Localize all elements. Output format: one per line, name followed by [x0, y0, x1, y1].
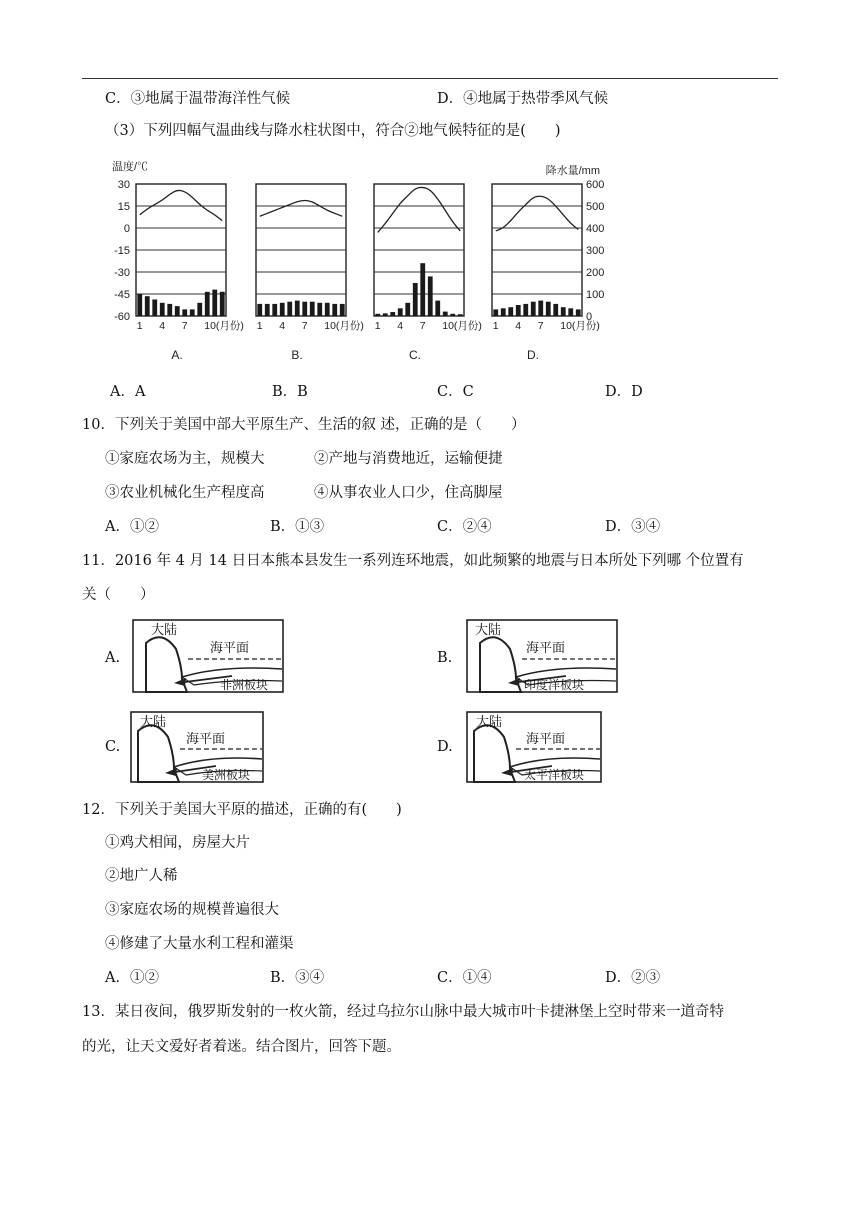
q12-statement-3: ③家庭农场的规模普遍很大 — [105, 902, 279, 918]
month-tick-label: 10(月份) — [560, 320, 600, 332]
precip-bar — [523, 304, 528, 316]
question-10-stem: 10．下列关于美国中部大平原生产、生活的叙 述，正确的是（ ） — [82, 417, 526, 433]
month-tick-label: 7 — [419, 320, 426, 332]
q12-statement-1: ①鸡犬相闻，房屋大片 — [105, 835, 250, 851]
precip-bar — [493, 309, 498, 316]
month-tick-label: 4 — [397, 320, 404, 332]
temp-tick-label: -45 — [114, 289, 130, 301]
q10-answer-a: A．①② — [105, 519, 159, 535]
precip-bar — [190, 309, 195, 316]
precip-tick-label: 400 — [586, 223, 605, 235]
temperature-curve — [260, 201, 343, 217]
precip-bar — [553, 304, 558, 316]
precip-bar — [420, 263, 425, 316]
precip-bar — [152, 300, 157, 317]
question-13-line1: 13．某日夜间，俄罗斯发射的一枚火箭，经过乌拉尔山脉中最大城市叶卡捷淋堡上空时带来一道奇特 — [82, 1004, 724, 1020]
chart-panel-label: B. — [291, 348, 303, 362]
chart-panel-label: A. — [171, 348, 183, 362]
precip-bar — [568, 308, 573, 316]
plate-a-name: 非洲板块 — [220, 678, 269, 692]
precip-bar — [413, 283, 418, 316]
precip-bar — [375, 314, 380, 316]
q10-statement-4: ④从事农业人口少，住高脚屋 — [314, 485, 503, 501]
month-tick-label: 1 — [374, 320, 381, 332]
precip-bar — [145, 296, 150, 316]
chart-panel-label: C. — [409, 348, 421, 362]
temperature-curve — [496, 196, 579, 231]
precip-bar — [576, 309, 581, 316]
precip-bar — [458, 314, 463, 316]
precip-bar — [295, 301, 300, 316]
precip-bar — [317, 303, 322, 316]
month-tick-label: 10(月份) — [442, 320, 482, 332]
precip-bar — [302, 302, 307, 316]
top-rule — [82, 78, 778, 79]
precip-bar — [220, 292, 225, 316]
q12-answer-a: A．①② — [105, 970, 159, 986]
q10-statement-1: ①家庭农场为主，规模大 — [105, 451, 265, 467]
precip-bar — [265, 304, 270, 316]
month-tick-label: 7 — [537, 320, 544, 332]
q3-answer-d: D．D — [605, 384, 643, 400]
temperature-axis-title: 温度/℃ — [112, 161, 149, 173]
question-3-stem: （3）下列四幅气温曲线与降水柱状图中，符合②地气候特征的是( ) — [105, 123, 561, 139]
q12-statement-4: ④修建了大量水利工程和灌渠 — [105, 936, 294, 952]
q11-option-d-letter: D. — [437, 739, 453, 755]
precip-bar — [561, 307, 566, 316]
question-11-stem-line1: 11．2016 年 4 月 14 日日本熊本县发生一系列连环地震，如此频繁的地震与日本所处下列哪 个位置有 — [82, 553, 744, 569]
precip-bar — [205, 292, 210, 316]
plate-a-continent: 大陆 — [151, 622, 178, 637]
question-13-line2: 的光，让天文爱好者着迷。结合图片，回答下题。 — [82, 1039, 401, 1055]
option-d-prev: D．④地属于热带季风气候 — [437, 91, 609, 107]
month-tick-label: 4 — [515, 320, 522, 332]
temp-tick-label: 0 — [123, 223, 130, 235]
temp-tick-label: 15 — [117, 201, 130, 213]
temp-tick-label: 30 — [117, 179, 130, 191]
plate-diagram-b — [466, 619, 618, 693]
plate-b-sea: 海平面 — [526, 640, 566, 655]
precip-bar — [390, 312, 395, 316]
q10-answer-c: C．②④ — [437, 519, 492, 535]
temperature-curve — [140, 190, 223, 220]
precip-bar — [501, 308, 506, 316]
q3-answer-b: B．B — [272, 384, 308, 400]
month-tick-label: 10(月份) — [324, 320, 364, 332]
precip-tick-label: 100 — [586, 289, 605, 301]
precip-bar — [160, 303, 165, 316]
q12-answer-d: D．②③ — [605, 970, 661, 986]
question-11-stem-line2: 关（ ） — [82, 587, 155, 603]
precip-bar — [450, 314, 455, 316]
month-tick-label: 1 — [492, 320, 499, 332]
precip-tick-label: 600 — [586, 179, 605, 191]
precip-bar — [332, 304, 337, 316]
plate-b-name: 印度洋板块 — [524, 678, 585, 692]
q11-option-a-letter: A. — [105, 650, 121, 666]
q10-answer-d: D．③④ — [605, 519, 661, 535]
precip-tick-label: 200 — [586, 267, 605, 279]
q12-answer-c: C．①④ — [437, 970, 492, 986]
month-tick-label: 7 — [301, 320, 308, 332]
precip-bar — [516, 305, 521, 316]
precip-bar — [435, 301, 440, 316]
q3-answer-c: C．C — [437, 384, 474, 400]
q10-statement-2: ②产地与消费地近，运输便捷 — [314, 451, 503, 467]
q12-answer-b: B．③④ — [270, 970, 325, 986]
precip-bar — [310, 302, 315, 316]
month-tick-label: 1 — [256, 320, 263, 332]
plate-c-continent: 大陆 — [140, 714, 167, 729]
plate-a-sea: 海平面 — [210, 640, 250, 655]
precip-bar — [325, 303, 330, 316]
precip-bar — [340, 304, 345, 316]
precip-bar — [137, 294, 142, 316]
precip-bar — [280, 303, 285, 316]
plate-diagram-d — [466, 711, 602, 783]
month-tick-label: 7 — [181, 320, 188, 332]
precip-bar — [398, 308, 403, 316]
precip-bar — [546, 302, 551, 316]
precip-bar — [531, 302, 536, 316]
temp-tick-label: -15 — [114, 245, 130, 257]
precip-bar — [538, 301, 543, 316]
chart-panel-label: D. — [527, 348, 539, 362]
q11-option-c-letter: C. — [105, 739, 121, 755]
precip-bar — [383, 313, 388, 316]
precip-bar — [257, 304, 262, 316]
precip-tick-label: 300 — [586, 245, 605, 257]
precipitation-axis-title: 降水量/mm — [545, 165, 600, 177]
plate-diagram-c — [130, 711, 264, 783]
precip-bar — [272, 304, 277, 316]
temperature-curve — [378, 187, 461, 232]
precip-bar — [405, 303, 410, 316]
precip-bar — [287, 302, 292, 316]
month-tick-label: 1 — [136, 320, 143, 332]
precip-bar — [197, 303, 202, 316]
precip-bar — [175, 306, 180, 316]
precip-bar — [182, 309, 187, 316]
climate-charts-figure — [110, 156, 610, 368]
plate-c-name: 美洲板块 — [202, 768, 251, 782]
plate-d-continent: 大陆 — [476, 714, 503, 729]
question-12-stem: 12．下列关于美国大平原的描述，正确的有( ) — [82, 802, 402, 818]
q10-answer-b: B．①③ — [270, 519, 325, 535]
plate-diagram-a — [132, 619, 284, 693]
precip-bar — [212, 290, 217, 316]
precip-bar — [428, 276, 433, 316]
month-tick-label: 4 — [159, 320, 166, 332]
plate-b-continent: 大陆 — [475, 622, 502, 637]
month-tick-label: 10(月份) — [204, 320, 244, 332]
temp-tick-label: -60 — [114, 311, 130, 323]
precip-bar — [508, 307, 513, 316]
precip-tick-label: 500 — [586, 201, 605, 213]
plate-c-sea: 海平面 — [186, 731, 226, 746]
temp-tick-label: -30 — [114, 267, 130, 279]
q12-statement-2: ②地广人稀 — [105, 868, 178, 884]
plate-d-sea: 海平面 — [526, 731, 566, 746]
precip-tick-label: 0 — [586, 311, 593, 323]
precip-bar — [167, 304, 172, 316]
month-tick-label: 4 — [279, 320, 286, 332]
q11-option-b-letter: B. — [437, 650, 453, 666]
q3-answer-a: A．A — [110, 384, 146, 400]
plate-d-name: 太平洋板块 — [524, 768, 585, 782]
option-c-prev: C．③地属于温带海洋性气候 — [105, 91, 291, 107]
q10-statement-3: ③农业机械化生产程度高 — [105, 485, 265, 501]
precip-bar — [443, 312, 448, 316]
